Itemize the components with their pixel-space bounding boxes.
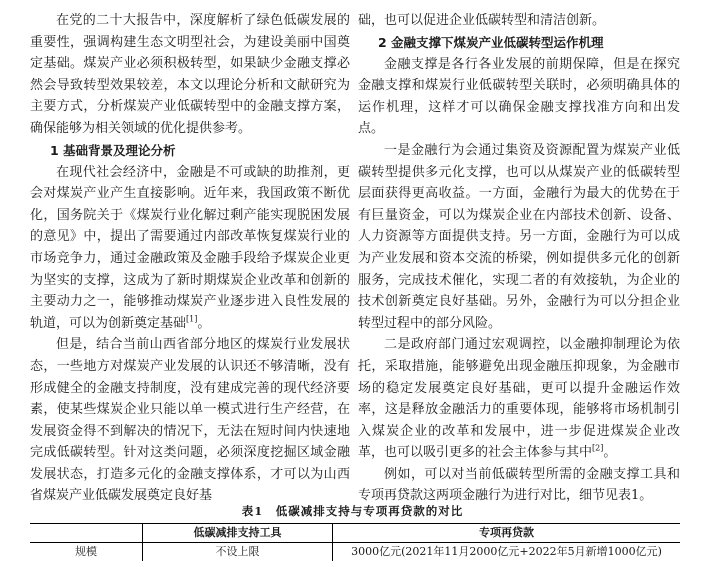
right-column — [358, 10, 680, 507]
paragraph: 一是金融行为会通过集资及资源配置为煤炭产业低碳转型提供多元化支撑，也可以从煤炭产业的低碳转型层面获得更高收益。一方面，金融行为最大的优势在于有巨量资金，可以为煤炭企业在内部技术创新、设备、人力资源等方面提供支持。另一方面，金融行为可以成为产业发展和资本交流的桥梁，例如提供多元化的创新服务，完成技术催化，实现二者的有效接轨，为企业的技术创新奠定良好基础。另外，金融行为可以分担企业转型过程中的部分风险。 — [358, 142, 680, 331]
paragraph: 金融支撑是各行各业发展的前期保障，但是在探究金融支撑和煤炭行业低碳转型关联时，必须明确具体的运作机理，这样才可以确保金融支撑找准方向和出发点。 — [358, 56, 680, 137]
paragraph-end: 。 — [603, 445, 617, 461]
paragraph-end: 。 — [197, 315, 211, 331]
table-header-cell — [30, 524, 143, 543]
paragraph-text: 在现代社会经济中，金融是不可或缺的助推剂，更会对煤炭产业产生直接影响。近年来，我国政策不断优化，国务院关于《煤炭行业化解过剩产能实现脱困发展的意见》中，提出了需要通过内部改革恢复煤炭行业的市场竞争力，通过金融政策及金融手段给予煤炭企业更为坚实的支撑，这成为了新时期煤炭企业改革和创新的主要动力之一，能够推动煤炭产业逐步进入良性发展的轨道，可以为创新奠定基础 — [30, 164, 350, 331]
table-header-cell: 低碳减排支持工具 — [143, 524, 333, 543]
table-header-cell: 专项再贷款 — [333, 524, 681, 543]
section-heading: 2 金融支撑下煤炭产业低碳转型运作机理 — [378, 34, 604, 50]
citation-ref: [2] — [592, 443, 604, 453]
table-header-row — [30, 524, 680, 543]
section-heading: 1 基础背景及理论分析 — [50, 142, 176, 158]
citation-ref: [1] — [186, 314, 198, 324]
table-cell: 3000亿元(2021年11月2000亿元+2022年5月新增1000亿元) — [333, 543, 681, 562]
paragraph: 例如，可以对当前低碳转型所需的金融支撑工具和专项再贷款这两项金融行为进行对比，细节见表1。 — [358, 466, 680, 504]
table-cell: 规模 — [75, 545, 97, 558]
paragraph: 在党的二十大报告中，深度解析了绿色低碳发展的重要性，强调构建生态文明型社会，为建设美丽中国奠定基础。煤炭产业必须积极转型，如果缺少金融支撑必然会导致转型效果较差，本文以理论分析和文献研究为主要方式，分析煤炭产业低碳转型中的金融支撑方案，确保能够为相关领域的优化提供参考。 — [30, 13, 350, 136]
table-cell: 不设上限 — [143, 543, 333, 562]
left-column — [30, 10, 350, 507]
table-caption: 表1 低碳减排支持与专项再贷款的对比 — [241, 504, 464, 518]
paragraph: 础，也可以促进企业低碳转型和清洁创新。 — [358, 13, 606, 28]
paragraph: 但是，结合当前山西省部分地区的煤炭行业发展状态，一些地方对煤炭产业发展的认识还不够清晰，没有形成健全的金融支持制度，没有建成完善的现代经济要素，使某些煤炭企业只能以单一模式进行生产经营，在发展资金得不到解决的情况下，无法在短时间内快速地完成低碳转型。针对这类问题，必须深度挖掘区域金融发展状态，打造多元化的金融支撑体系，才可以为山西省煤炭产业低碳发展奠定良好基 — [30, 337, 350, 504]
paragraph — [358, 334, 680, 464]
table-row — [30, 543, 680, 562]
comparison-table — [30, 523, 680, 561]
paragraph — [30, 162, 350, 335]
paragraph-text: 二是政府部门通过宏观调控，以金融抑制理论为依托，采取措施，能够避免出现金融压抑现象，为金融市场的稳定发展奠定良好基础，更可以提升金融运作效率，这是释放金融活力的重要体现，能够将市场机制引入煤炭企业的改革和发展中，进一步促进煤炭企业改革，也可以吸引更多的社会主体参与其中 — [358, 337, 680, 461]
